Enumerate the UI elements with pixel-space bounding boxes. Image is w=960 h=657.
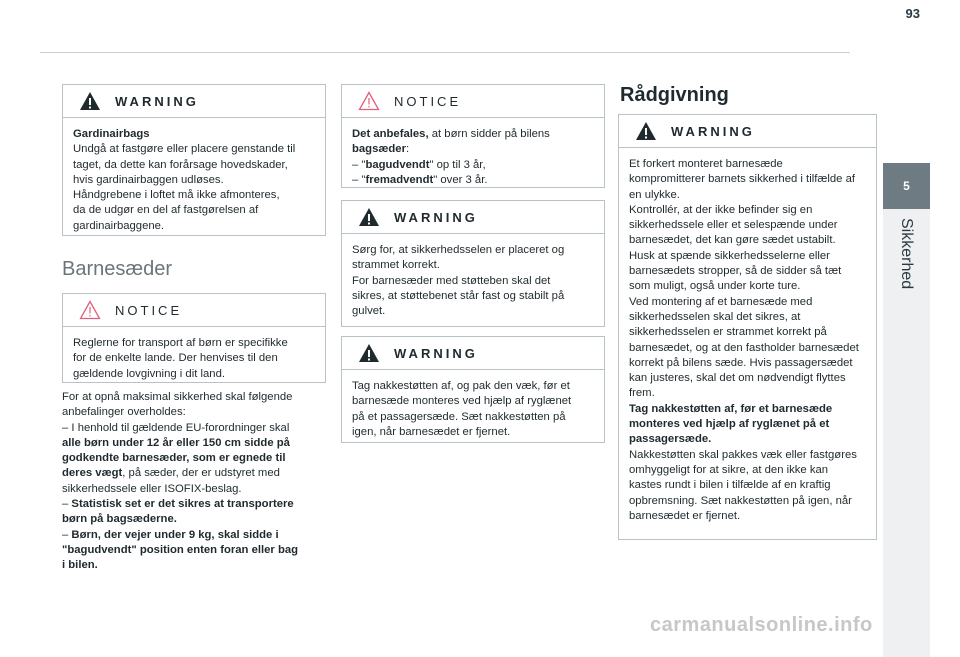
text-line: Tag nakkestøtten af, og pak den væk, før et <box>352 380 570 392</box>
warning-title: WARNING <box>115 93 199 109</box>
text-line: gardinairbaggene. <box>73 219 165 232</box>
notice-box-rear-seats <box>341 84 605 188</box>
text-line: korrekt på bilens sæde. Hvis passagersædet <box>629 356 853 369</box>
chapter-label-text: Sikkerhed <box>898 218 915 290</box>
recommendations-paragraph <box>62 390 327 574</box>
warning-box-curtain-airbags <box>62 84 326 236</box>
text-line: kan justeres, skal det om nødvendigt flyttes <box>629 372 846 385</box>
text-line: strammet korrekt. <box>352 259 440 272</box>
text-line: opbremsning. Sæt nakkestøtten på igen, når <box>629 494 852 507</box>
warning-triangle-icon <box>358 343 380 363</box>
warning-triangle-icon <box>79 91 101 111</box>
text-line: alle børn under 12 år eller 150 cm sidde på <box>62 436 290 449</box>
text-line: Husk at spænde sikkerhedsselerne eller <box>629 249 830 262</box>
text-line: anbefalinger overholdes: <box>62 406 186 419</box>
section-heading-barnesaeder: Barnesæder <box>62 258 173 280</box>
text-line: på et passagersæde. Sæt nakkestøtten på <box>352 410 566 423</box>
warning-body <box>619 148 876 533</box>
text-line: kompromitterer barnets sikkerhed i tilfælde af <box>629 173 856 186</box>
text-line: gældende lovgivning i dit land. <box>73 367 225 380</box>
text-line <box>62 528 327 543</box>
bold-fragment: bagudvendt <box>365 158 430 171</box>
text-line: "bagudvendt" position enten foran eller bag <box>62 543 299 556</box>
warning-title: WARNING <box>394 345 478 361</box>
text-line: Et forkert monteret barnesæde <box>629 158 783 170</box>
text-line: omhyggeligt for at sikre, at den ikke kan <box>629 463 829 476</box>
text-line: Undgå at fastgøre eller placere genstande til <box>73 143 296 156</box>
warning-box-seatbelt <box>341 200 605 327</box>
text-line: Kontrollér, at der ikke befinder sig en <box>629 203 813 216</box>
text-line: Nakkestøtten skal pakkes væk eller fastgøres <box>629 448 857 461</box>
warning-header <box>342 201 604 234</box>
text-fragment: : <box>406 143 410 156</box>
text-line: sikres, at støttebenet står fast og stabilt på <box>352 289 565 302</box>
text-line: sikkerhedssele eller et selespænde under <box>629 219 838 232</box>
text-fragment: – " <box>352 158 366 171</box>
warning-subtitle: Gardinairbags <box>73 128 150 140</box>
warning-header <box>63 85 325 118</box>
text-fragment: " over 3 år. <box>433 173 488 186</box>
text-fragment: – " <box>352 173 366 186</box>
text-fragment: at børn sidder på bilens <box>428 128 550 140</box>
warning-header <box>619 115 876 148</box>
notice-header <box>342 85 604 118</box>
text-line: Håndgrebene i loftet må ikke afmonteres, <box>73 189 280 202</box>
text-line: i bilen. <box>62 559 98 572</box>
text-line: barnesædets stropper, så de sidder så tæt <box>629 265 842 278</box>
text-line: Ved montering af et barnesæde med <box>629 295 813 308</box>
watermark: carmanualsonline.info <box>650 614 873 636</box>
header-divider <box>40 52 850 53</box>
warning-triangle-icon <box>358 207 380 227</box>
bold-fragment: bagsæder <box>352 143 406 156</box>
text-line: barnesædet er fjernet. <box>629 509 741 522</box>
text-line: Sørg for, at sikkerhedsselen er placeret og <box>352 244 565 256</box>
text-line: godkendte barnesæder, som er egnede til <box>62 452 286 465</box>
bold-fragment: deres vægt <box>62 467 123 480</box>
text-line: igen, når barnesædet er fjernet. <box>352 425 511 438</box>
text-line <box>352 158 592 173</box>
warning-triangle-icon <box>635 121 657 141</box>
text-line <box>352 173 592 188</box>
chapter-label <box>883 218 930 318</box>
text-line: som muligt, også under korte ture. <box>629 280 801 293</box>
bold-fragment: Det anbefales, <box>352 128 429 140</box>
text-line: sikkerhedsselen er strammet korrekt på <box>629 326 827 339</box>
text-line: Reglerne for transport af børn er specifikke <box>73 337 288 349</box>
text-line: gulvet. <box>352 305 386 318</box>
text-line: For barnesæder med støtteben skal det <box>352 274 551 287</box>
page-number: 93 <box>905 6 920 21</box>
text-line: kastes rundt i bilen i tilfælde af en kraftig <box>629 479 831 492</box>
warning-body <box>342 234 604 328</box>
text-line <box>352 127 592 142</box>
bold-fragment: fremadvendt <box>365 173 434 186</box>
text-line: Tag nakkestøtten af, før et barnesæde <box>629 402 833 415</box>
dash: – <box>62 498 72 511</box>
notice-body <box>342 118 604 197</box>
text-line: taget, da dette kan forårsage hovedskader, <box>73 158 288 171</box>
text-fragment: , på sæder, der er udstyret med <box>122 467 280 480</box>
text-line: passagersæde. <box>629 433 712 446</box>
section-heading-raadgivning: Rådgivning <box>620 84 729 106</box>
dash: – <box>62 528 72 541</box>
text-line: For at opnå maksimal sikkerhed skal følgende <box>62 391 293 403</box>
chapter-tab[interactable]: 5 <box>883 163 930 209</box>
warning-body <box>63 118 325 243</box>
text-line: barnesæde monteres ved hjælp af ryglænet <box>352 395 572 408</box>
text-line: børn på bagsæderne. <box>62 513 177 526</box>
warning-title: WARNING <box>394 209 478 225</box>
text-line: sikkerhedsselen skal det sikres, at <box>629 310 801 323</box>
text-line: da de udgør en del af fastgørelsen af <box>73 204 259 217</box>
notice-title: NOTICE <box>115 302 183 318</box>
notice-triangle-icon <box>79 300 101 320</box>
warning-header <box>342 337 604 370</box>
warning-body <box>342 370 604 449</box>
text-fragment: " op til 3 år, <box>429 158 486 171</box>
text-line <box>352 142 592 157</box>
text-line: for de enkelte lande. Der henvises til den <box>73 352 278 365</box>
text-line: barnesædet, det kan gøre sædet ustabilt. <box>629 234 836 247</box>
text-line: en ulykke. <box>629 188 680 201</box>
warning-box-headrest <box>341 336 605 443</box>
text-line <box>62 466 327 481</box>
notice-body <box>63 327 325 391</box>
notice-title: NOTICE <box>394 93 462 109</box>
text-line: hvis gardinairbaggen udløses. <box>73 173 224 186</box>
text-line: monteres ved hjælp af ryglænet på et <box>629 418 830 431</box>
text-line <box>62 497 327 512</box>
bold-fragment: Statistisk set er det sikres at transportere <box>71 498 294 511</box>
warning-box-advice <box>618 114 877 540</box>
notice-box-regulations <box>62 293 326 383</box>
text-line: – I henhold til gældende EU-forordninger skal <box>62 421 290 434</box>
notice-header <box>63 294 325 327</box>
text-line: sikkerhedsselе eller ISOFIX-beslag. <box>62 482 242 495</box>
warning-title: WARNING <box>671 123 755 139</box>
bold-fragment: Børn, der vejer under 9 kg, skal sidde i <box>71 528 279 541</box>
notice-triangle-icon <box>358 91 380 111</box>
text-line: frem. <box>629 387 655 400</box>
text-line: barnesædet, og at den fastholder barnesædet <box>629 341 859 354</box>
